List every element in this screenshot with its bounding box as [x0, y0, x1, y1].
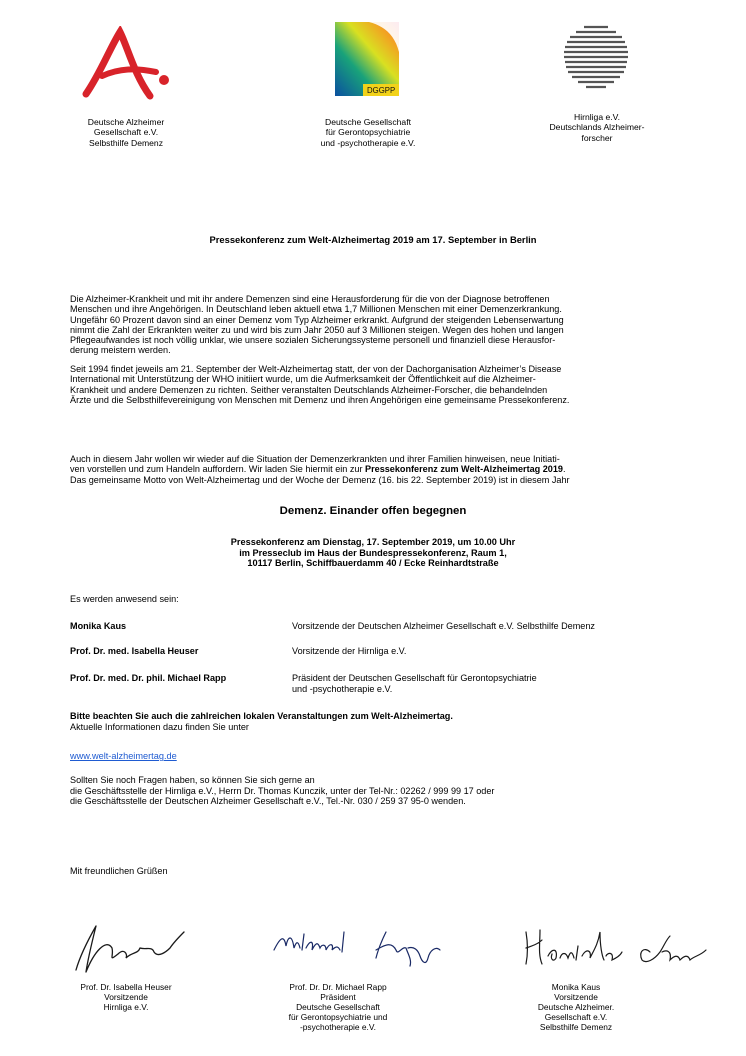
text-segment: . — [562, 464, 566, 475]
text-segment: ven vorstellen und zum Handeln auffordern. Wir laden Sie hiermit ein zur — [70, 464, 366, 475]
text-line: Ärzte und die Selbsthilfevereinigung von Menschen mit Demenz und ihren Angehörigen eine gemeinsame Pressekonferenz. — [70, 394, 570, 405]
signature-caption-rapp: Prof. Dr. Dr. Michael Rapp Präsident Deutsche Gesellschaft für Gerontopsychiatrie und -psychotherapie e.V. — [288, 982, 388, 1032]
paragraph-invitation — [70, 454, 720, 485]
text-line: International mit Unterstützung der WHO initiiert wurde, um die Aufmerksamkeit der Öffentlichkeit auf die Alzheimer- — [70, 374, 536, 385]
attendee-name: Monika Kaus — [70, 621, 127, 631]
local-events — [70, 711, 453, 732]
text-line: nimmt die Zahl der Erkrankten weiter zu und wird bis zum Jahr 2050 auf 3 Millionen steigen. Wegen des hohen und langen — [70, 324, 564, 335]
text-emphasis: Pressekonferenz zum Welt-Alzheimertag 2019 — [365, 464, 563, 475]
page-title: Pressekonferenz zum Welt-Alzheimertag 2019 am 17. September in Berlin — [209, 234, 537, 245]
signature-kaus-icon — [520, 922, 720, 970]
contact-line: die Geschäftsstelle der Hirnliga e.V., Herrn Dr. Thomas Kunczik, unter der Tel-Nr.: 02262 / 999 99 17 oder — [70, 785, 495, 796]
text-line: Ungefähr 60 Prozent davon sind an einer Demenz vom Typ Alzheimer erkrankt. Aufgrund der steigenden Lebenserwartung — [70, 314, 564, 325]
contact-line: Sollten Sie noch Fragen haben, so können Sie sich gerne an — [70, 775, 315, 785]
text-line: Seit 1994 findet jeweils am 21. September der Welt-Alzheimertag statt, der von der Dachorganisation Alzheimer’s Disease — [70, 364, 562, 374]
event-line: Pressekonferenz am Dienstag, 17. September 2019, um 10.00 Uhr — [230, 537, 516, 547]
event-line: im Presseclub im Haus der Bundespressekonferenz, Raum 1, — [239, 547, 507, 558]
text-line: Krankheit und andere Demenzen zu richten. Seither veranstalten Deutschlands Alzheimer-Forscher, die behandelnden — [70, 384, 548, 395]
hirnliga-brain-icon — [562, 23, 630, 95]
dggpp-caption: Deutsche Gesellschaft für Gerontopsychiatrie und -psychotherapie e.V. — [320, 117, 416, 148]
closing: Mit freundlichen Grüßen — [70, 866, 168, 876]
event-line: 10117 Berlin, Schiffbauerdamm 40 / Ecke Reinhardtstraße — [247, 558, 499, 569]
paragraph-intro — [70, 294, 710, 356]
attendee-role-line: und -psychotherapie e.V. — [292, 683, 393, 694]
text-line: Die Alzheimer-Krankheit und mit ihr andere Demenzen sind eine Herausforderung für die von der Diagnose betroffenen — [70, 294, 550, 304]
website-link[interactable]: www.welt-alzheimertag.de — [70, 751, 177, 761]
attendees-intro: Es werden anwesend sein: — [70, 594, 179, 604]
dalzg-a-icon — [74, 26, 178, 104]
signature-rapp-icon — [268, 920, 458, 968]
local-events-info: Aktuelle Informationen dazu finden Sie unter — [70, 721, 249, 732]
signature-caption-kaus: Monika Kaus Vorsitzende Deutsche Alzheimer. Gesellschaft e.V. Selbsthilfe Demenz — [537, 982, 615, 1032]
signature-heuser — [66, 918, 206, 976]
attendee-role — [292, 673, 537, 694]
dggpp-label: DGGPP — [367, 86, 396, 95]
contact-line: die Geschäftsstelle der Deutschen Alzheimer Gesellschaft e.V., Tel.-Nr. 030 / 259 37 95-0 wenden. — [70, 796, 466, 807]
text-line: Menschen und ihre Angehörigen. In Deutschland leben aktuell etwa 1,7 Millionen Menschen mit einer Demenzerkrankung. — [70, 304, 562, 315]
attendee-name: Prof. Dr. med. Dr. phil. Michael Rapp — [70, 673, 227, 683]
dalzg-logo — [74, 26, 178, 104]
signature-rapp — [268, 920, 458, 968]
dggpp-logo — [329, 18, 407, 104]
signature-kaus — [520, 922, 720, 970]
text-line — [70, 464, 720, 474]
signature-caption-heuser: Prof. Dr. Isabella Heuser Vorsitzende Hirnliga e.V. — [80, 982, 172, 1012]
text-line: Pflegeaufwandes ist noch völlig unklar, wie unsere sozialen Sicherungssysteme personell und finanziell diese Herausfor- — [70, 335, 556, 346]
dalzg-caption: Deutsche Alzheimer Gesellschaft e.V. Selbsthilfe Demenz — [87, 117, 165, 148]
text-line: Das gemeinsame Motto von Welt-Alzheimertag und der Woche der Demenz (16. bis 22. September 2019) ist in diesem Jahr — [70, 474, 570, 485]
text-line: derung meistern werden. — [70, 345, 171, 356]
attendee-role: Vorsitzende der Hirnliga e.V. — [292, 646, 407, 656]
hirnliga-logo — [562, 23, 630, 95]
attendee-name: Prof. Dr. med. Isabella Heuser — [70, 646, 199, 656]
signature-heuser-icon — [66, 918, 206, 976]
event-details — [0, 537, 746, 569]
text-line: Auch in diesem Jahr wollen wir wieder auf die Situation der Demenzerkrankten und ihrer Familien hinweisen, neue Initiati- — [70, 454, 560, 464]
attendee-role-line: Präsident der Deutschen Gesellschaft für Gerontopsychiatrie — [292, 673, 537, 683]
attendee-role: Vorsitzende der Deutschen Alzheimer Gesellschaft e.V. Selbsthilfe Demenz — [292, 621, 595, 631]
motto: Demenz. Einander offen begegnen — [279, 505, 467, 517]
contact-info — [70, 775, 494, 807]
local-events-note: Bitte beachten Sie auch die zahlreichen lokalen Veranstaltungen zum Welt-Alzheimertag. — [70, 711, 453, 721]
paragraph-history — [70, 364, 710, 405]
hirnliga-caption: Hirnliga e.V. Deutschlands Alzheimer- forscher — [549, 112, 645, 143]
